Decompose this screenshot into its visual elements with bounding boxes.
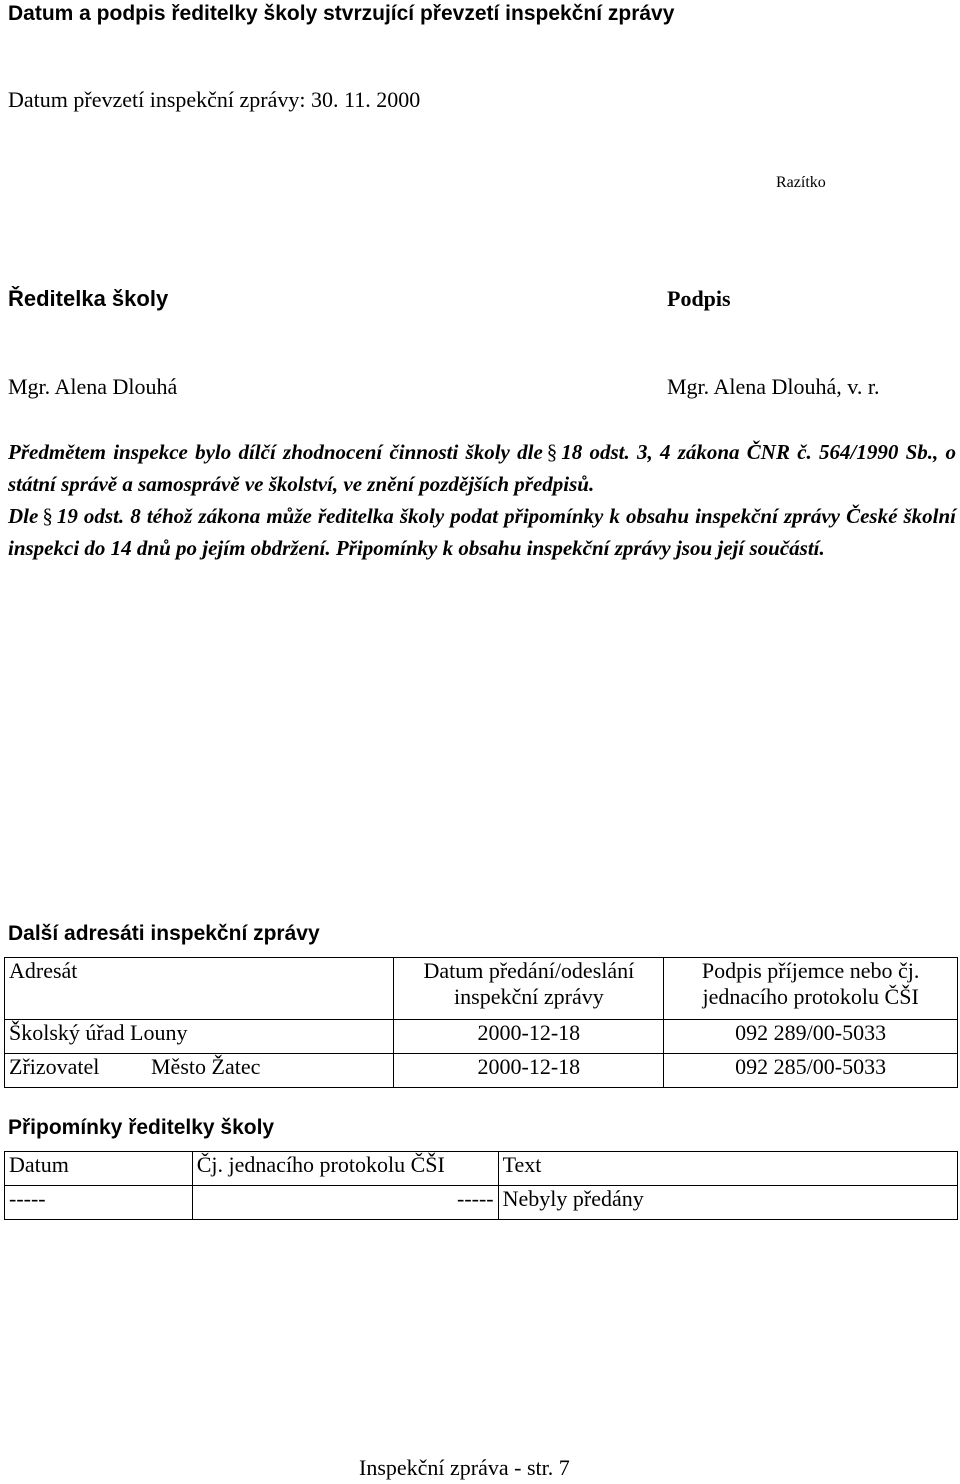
table-row <box>5 1020 958 1054</box>
col-header-ref-line: Podpis příjemce nebo čj. <box>701 958 920 983</box>
ref-cell: 092 289/00-5033 <box>664 1020 958 1054</box>
section-sign: § <box>546 440 558 464</box>
addressees-table <box>4 957 958 1088</box>
comments-heading: Připomínky ředitelky školy <box>8 1116 275 1139</box>
legal-paragraph-2 <box>8 500 956 564</box>
comments-table <box>4 1151 958 1220</box>
page-footer: Inspekční zpráva - str. 7 <box>359 1455 570 1480</box>
date-cell: ----- <box>5 1186 193 1220</box>
ref-cell: ----- <box>192 1186 498 1220</box>
legal-text-part: 19 odst. 8 téhož zákona může ředitelka školy podat připomínky k obsahu inspekční zprávy České školní inspekci do 14 dnů po jejím obdržení. Připomínky k obsahu inspekční zprávy jsou její součástí. <box>8 504 956 560</box>
col-header-date: Datum <box>5 1152 193 1186</box>
col-header-ref: Čj. jednacího protokolu ČŠI <box>192 1152 498 1186</box>
date-cell: 2000-12-18 <box>394 1020 664 1054</box>
table-row <box>5 1054 958 1088</box>
addressee-role: Školský úřad <box>9 1020 125 1045</box>
addressee-cell <box>5 1054 394 1088</box>
text-cell: Nebyly předány <box>498 1186 957 1220</box>
takeover-date-value: 30. 11. 2000 <box>311 87 421 112</box>
legal-text-part: Dle <box>8 504 39 528</box>
headmistress-heading: Ředitelka školy <box>8 286 169 311</box>
legal-paragraph-1 <box>8 436 956 500</box>
addressee-name: Město Žatec <box>151 1054 261 1079</box>
date-cell: 2000-12-18 <box>394 1054 664 1088</box>
section-sign: § <box>42 504 53 528</box>
stamp-label: Razítko <box>776 174 826 191</box>
table-row <box>5 1186 958 1220</box>
addressees-heading: Další adresáti inspekční zprávy <box>8 922 320 945</box>
col-header-ref-line: jednacího protokolu ČŠI <box>702 984 919 1009</box>
addressee-cell <box>5 1020 394 1054</box>
col-header-addressee: Adresát <box>5 958 394 1020</box>
ref-cell: 092 285/00-5033 <box>664 1054 958 1088</box>
col-header-date <box>394 958 664 1020</box>
legal-text-part: 18 odst. 3, 4 zákona ČNR č. 564/1990 Sb., o státní správě a samosprávě ve školství, ve znění pozdějších předpisů. <box>8 440 956 496</box>
signature-name: Mgr. Alena Dlouhá, v. r. <box>667 374 880 399</box>
table-header-row <box>5 958 958 1020</box>
col-header-ref <box>664 958 958 1020</box>
headmistress-name: Mgr. Alena Dlouhá <box>8 374 178 399</box>
table-header-row <box>5 1152 958 1186</box>
addressee-name: Louny <box>130 1020 188 1045</box>
col-header-date-line: Datum předání/odeslání <box>423 958 635 983</box>
legal-text-part: Předmětem inspekce bylo dílčí zhodnocení činnosti školy dle <box>8 440 543 464</box>
addressee-role: Zřizovatel <box>9 1054 100 1079</box>
page-title: Datum a podpis ředitelky školy stvrzující převzetí inspekční zprávy <box>8 2 675 25</box>
takeover-date-label: Datum převzetí inspekční zprávy: <box>8 87 306 112</box>
takeover-date-line <box>8 87 420 113</box>
col-header-text: Text <box>498 1152 957 1186</box>
col-header-date-line: inspekční zprávy <box>454 984 604 1009</box>
signature-heading: Podpis <box>667 286 731 311</box>
